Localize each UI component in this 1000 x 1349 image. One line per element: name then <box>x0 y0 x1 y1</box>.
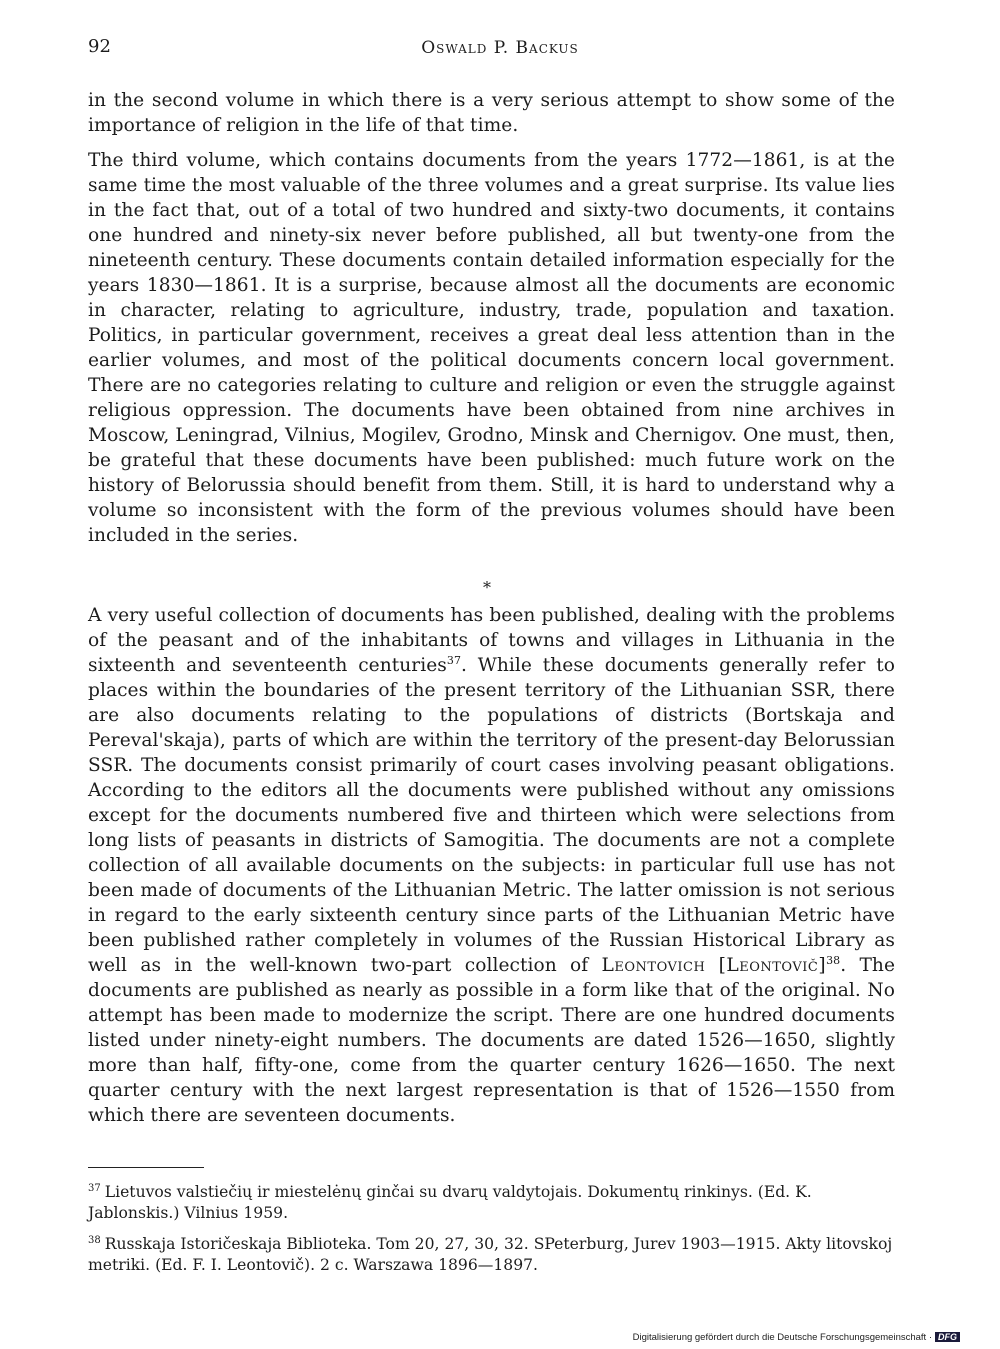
footnote-divider <box>88 1167 204 1168</box>
section-separator: * <box>483 578 491 597</box>
paragraph-third-volume <box>88 148 895 548</box>
footnote-text: Russkaja Istoričeskaja Biblioteka. Tom 20, 27, 30, 32. SPeterburg, Jurev 1903—1915. Akty litovskoj metriki. (Ed. F. I. Leontovič). 2 c. Warszawa 1896—1897. <box>88 1235 893 1274</box>
credit-text: Digitalisierung gefördert durch die Deutsche Forschungsgemeinschaft · <box>632 1332 932 1343</box>
footnote-38 <box>88 1234 895 1276</box>
author-name-leontovic: [Leontovič] <box>718 955 827 976</box>
paragraph-text <box>88 603 895 1128</box>
page-number: 92 <box>88 36 111 57</box>
footnote-number: 38 <box>88 1235 101 1246</box>
author-name-leontovich: Leontovich <box>601 955 706 976</box>
paragraph-text-part: A very useful collection of documents has been published, dealing with the problems of the peasant and of the inhabitants of towns and villages in Lithuania in the sixteenth and seventeenth centuries <box>88 605 895 676</box>
paragraph-lithuanian-documents <box>88 603 895 1128</box>
footnote-reference-37[interactable]: 37 <box>446 654 461 667</box>
footnote-number: 37 <box>88 1183 101 1194</box>
dfg-logo: DFG <box>935 1332 960 1342</box>
running-header-author: Oswald P. Backus <box>421 38 579 58</box>
paragraph-text: The third volume, which contains documents from the years 1772—1861, is at the same time the most valuable of the three volumes and a great surprise. Its value lies in the fact that, out of a total of two hundred and sixty-two documents, it contains one hundred and ninety-six never before published, all but twenty-one from the nineteenth century. These documents contain detailed information especially for the years 1830—1861. It is a surprise, because almost all the documents are economic in character, relating to agriculture, industry, trade, population and taxation. Politics, in particular government, receives a great deal less attention than in the earlier volumes, and most of the political documents concern local government. There are no categories relating to culture and religion or even the struggle against religious oppression. The documents have been obtained from nine archives in Moscow, Leningrad, Vilnius, Mogilev, Grodno, Minsk and Chernigov. One must, then, be grateful that these documents have been published: much future work on the history of Belorussia should benefit from them. Still, it is hard to understand why a volume so inconsistent with the form of the previous volumes should have been included in the series. <box>88 150 895 546</box>
paragraph-text-part: . The documents are published as nearly as possible in a form like that of the original. No attempt has been made to modernize the script. There are one hundred documents listed under ninety-eight numbers. The documents are dated 1526—1650, slightly more than half, fifty-one, come from the quarter century 1626—1650. The next quarter century with the next largest representation is that of 1526—1550 from which there are seventeen documents. <box>88 955 896 1126</box>
footnote-37 <box>88 1182 895 1224</box>
paragraph-text-part: . While these documents generally refer to places within the boundaries of the present territory of the Lithuanian SSR, there are also documents relating to the populations of districts (Bortskaja and Pereval'skaja), parts of which are within the territory of the present-day Belorussian SSR. The documents consist primarily of court cases involving peasant obligations. According to the editors all the documents were published without any omissions except for the documents numbered five and thirteen which were selections from long lists of peasants in districts of Samogitia. The documents are not a complete collection of all available documents on the subjects: in particular full use has not been made of documents of the Lithuanian Metric. The latter omission is not serious in regard to the early sixteenth century since parts of the Lithuanian Metric have been published rather completely in volumes of the Russian Historical Library as well as in the well-known two-part collection of <box>88 655 895 976</box>
footnote-reference-38[interactable]: 38 <box>826 954 841 967</box>
footnote-text: Lietuvos valstiečių ir miestelėnų ginčai su dvarų valdytojais. Dokumentų rinkinys. (Ed. K. Jablonskis.) Vilnius 1959. <box>88 1183 812 1222</box>
digitization-credit <box>633 1332 960 1343</box>
paragraph-text: in the second volume in which there is a very serious attempt to show some of the importance of religion in the life of that time. <box>88 90 895 136</box>
paragraph-continuation <box>88 88 895 138</box>
